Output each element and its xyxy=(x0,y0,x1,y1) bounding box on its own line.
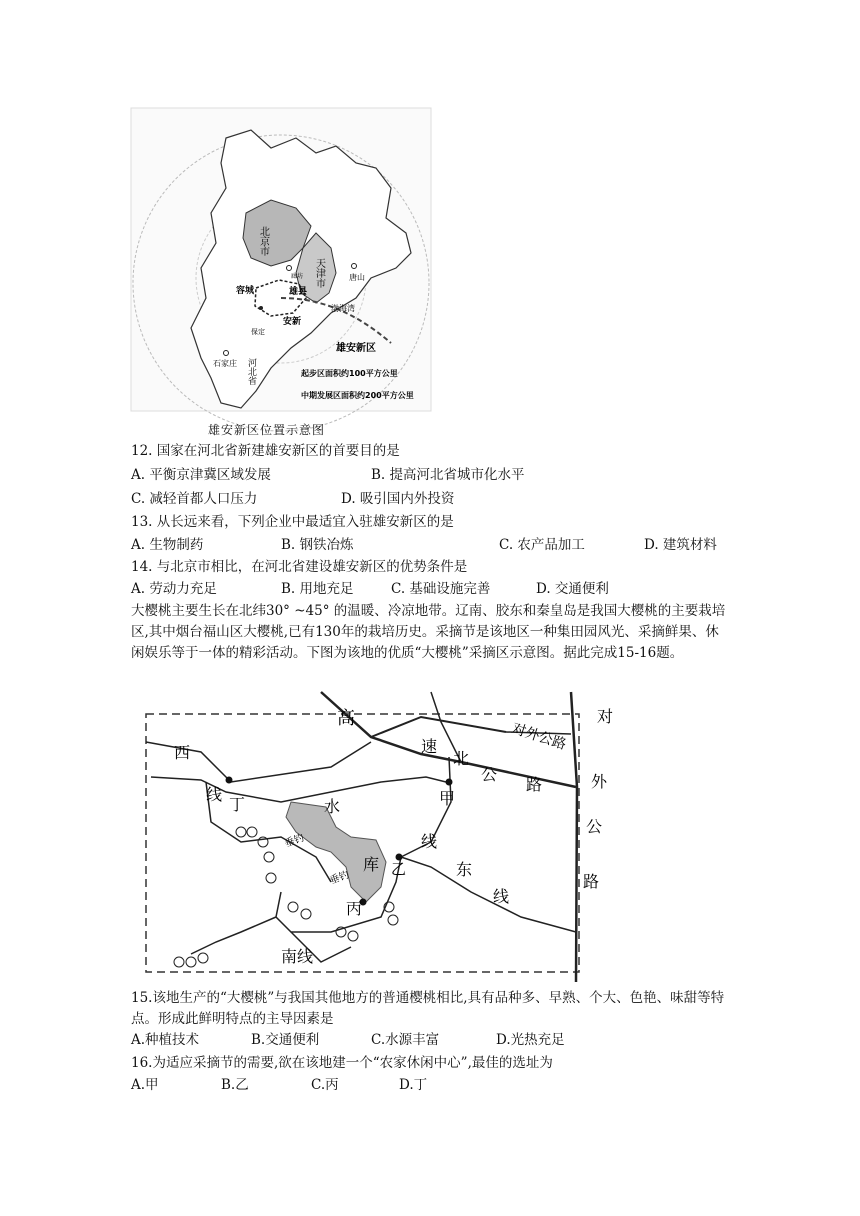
label-lu: 路 xyxy=(526,775,543,794)
label-fishing-1: 垂钓 xyxy=(283,832,306,850)
map1-caption: 雄安新区位置示意图 xyxy=(208,423,326,437)
q16-option-a[interactable]: A.甲 xyxy=(131,1077,159,1093)
baoding-label: 保定 xyxy=(251,328,265,336)
label-wai: 外 xyxy=(591,772,608,791)
q15-options xyxy=(131,1030,565,1050)
beijing-label: 北京市 xyxy=(257,226,269,256)
label-bei: 北 xyxy=(453,749,470,768)
label-gong2: 公 xyxy=(586,817,603,836)
label-gao: 高 xyxy=(337,708,355,729)
q15-option-a[interactable]: A.种植技术 xyxy=(131,1032,200,1048)
q14-option-c[interactable]: C. 基础设施完善 xyxy=(391,581,491,597)
rongcheng-label: 容城 xyxy=(236,286,255,296)
label-duiwai-road: 对外公路 xyxy=(509,720,568,754)
label-dui: 对 xyxy=(597,707,614,726)
bohai-label: 渤海湾 xyxy=(331,304,355,313)
q16-option-d[interactable]: D.丁 xyxy=(399,1077,428,1093)
east-line-road xyxy=(401,857,576,932)
q13-option-d[interactable]: D. 建筑材料 xyxy=(644,537,717,553)
xiongan-label: 雄安新区 xyxy=(336,343,376,354)
anxin-label: 安新 xyxy=(283,317,302,327)
legend-line-2: 中期发展区面积约200平方公里 xyxy=(301,391,414,400)
cherry-picking-map xyxy=(131,692,614,982)
label-xi: 西 xyxy=(174,743,191,762)
q16-option-c[interactable]: C.丙 xyxy=(311,1077,339,1093)
legend-line-1: 起步区面积约100平方公里 xyxy=(301,369,398,378)
q16-option-b[interactable]: B.乙 xyxy=(221,1077,249,1093)
q12-option-a[interactable]: A. 平衡京津冀区域发展 xyxy=(131,467,271,483)
label-su: 速 xyxy=(421,737,438,756)
label-ding: 丁 xyxy=(229,795,246,814)
q14-options xyxy=(131,579,609,599)
label-xian2: 线 xyxy=(421,832,438,851)
xiongan-location-map xyxy=(131,108,431,411)
q15-option-b[interactable]: B.交通便利 xyxy=(251,1032,320,1048)
label-xian3: 线 xyxy=(493,887,510,906)
q13-option-b[interactable]: B. 钢铁冶炼 xyxy=(281,537,354,553)
q13-options xyxy=(131,535,717,555)
tangshan-label: 唐山 xyxy=(349,273,365,282)
q12-option-b[interactable]: B. 提高河北省城市化水平 xyxy=(371,467,525,483)
q15-stem: 15.该地生产的“大樱桃”与我国其他地方的普通樱桃相比,具有品种多、早熟、个大、色艳、味甜等特点。形成此鲜明特点的主导因素是 xyxy=(131,990,725,1027)
q12-option-d[interactable]: D. 吸引国内外投资 xyxy=(341,491,455,507)
q12-option-c[interactable]: C. 减轻首都人口压力 xyxy=(131,491,258,507)
zhuozhou-label: 廊坊 xyxy=(291,273,304,280)
label-yi: 乙 xyxy=(391,860,407,878)
label-fishing-2: 垂钓 xyxy=(328,869,351,887)
q12-options-row1 xyxy=(131,465,525,485)
shijiazhuang-label: 石家庄 xyxy=(213,359,237,368)
q13-option-a[interactable]: A. 生物制药 xyxy=(131,537,204,553)
label-xian: 线 xyxy=(206,785,223,804)
label-dong: 东 xyxy=(456,860,473,879)
q16-stem: 16.为适应采摘节的需要,欲在该地建一个“农家休闲中心”,最佳的选址为 xyxy=(131,1055,553,1071)
q15-option-d[interactable]: D.光热充足 xyxy=(496,1032,565,1048)
cherry-intro: 大樱桃主要生长在北纬30° ~45° 的温暖、冷凉地带。辽南、胶东和秦皇岛是我国大樱桃的主要栽培区,其中烟台福山区大樱桃,已有130年的栽培历史。采摘节是该地区一种集田园风光、采摘鲜果、休闲娱乐等于一体的精彩活动。下图为该地的优质“大樱桃”采摘区示意图。据此完成15-16题。 xyxy=(131,603,726,661)
label-shui: 水 xyxy=(324,797,341,816)
q15-option-c[interactable]: C.水源丰富 xyxy=(371,1032,440,1048)
label-lu2: 路 xyxy=(583,872,600,891)
q14-option-a[interactable]: A. 劳动力充足 xyxy=(131,581,217,597)
q16-options xyxy=(131,1075,427,1095)
label-bing: 丙 xyxy=(346,899,363,918)
q14-stem: 14. 与北京市相比，在河北省建设雄安新区的优势条件是 xyxy=(131,559,468,575)
tianjin-label: 天津市 xyxy=(313,258,325,288)
q14-option-b[interactable]: B. 用地充足 xyxy=(281,581,354,597)
q14-option-d[interactable]: D. 交通便利 xyxy=(536,581,609,597)
label-jia: 甲 xyxy=(439,789,456,808)
label-nanxian: 南线 xyxy=(281,947,314,966)
reservoir xyxy=(286,802,386,902)
label-ku: 库 xyxy=(363,855,380,874)
hebei-label: 河北省 xyxy=(246,358,256,385)
q12-stem: 12. 国家在河北省新建雄安新区的首要目的是 xyxy=(131,443,400,459)
xiongxian-label: 雄县 xyxy=(289,287,308,297)
q13-stem: 13. 从长远来看，下列企业中最适宜入驻雄安新区的是 xyxy=(131,514,454,530)
label-gong: 公 xyxy=(481,765,498,784)
q12-options-row2 xyxy=(131,489,454,509)
q13-option-c[interactable]: C. 农产品加工 xyxy=(499,537,585,553)
